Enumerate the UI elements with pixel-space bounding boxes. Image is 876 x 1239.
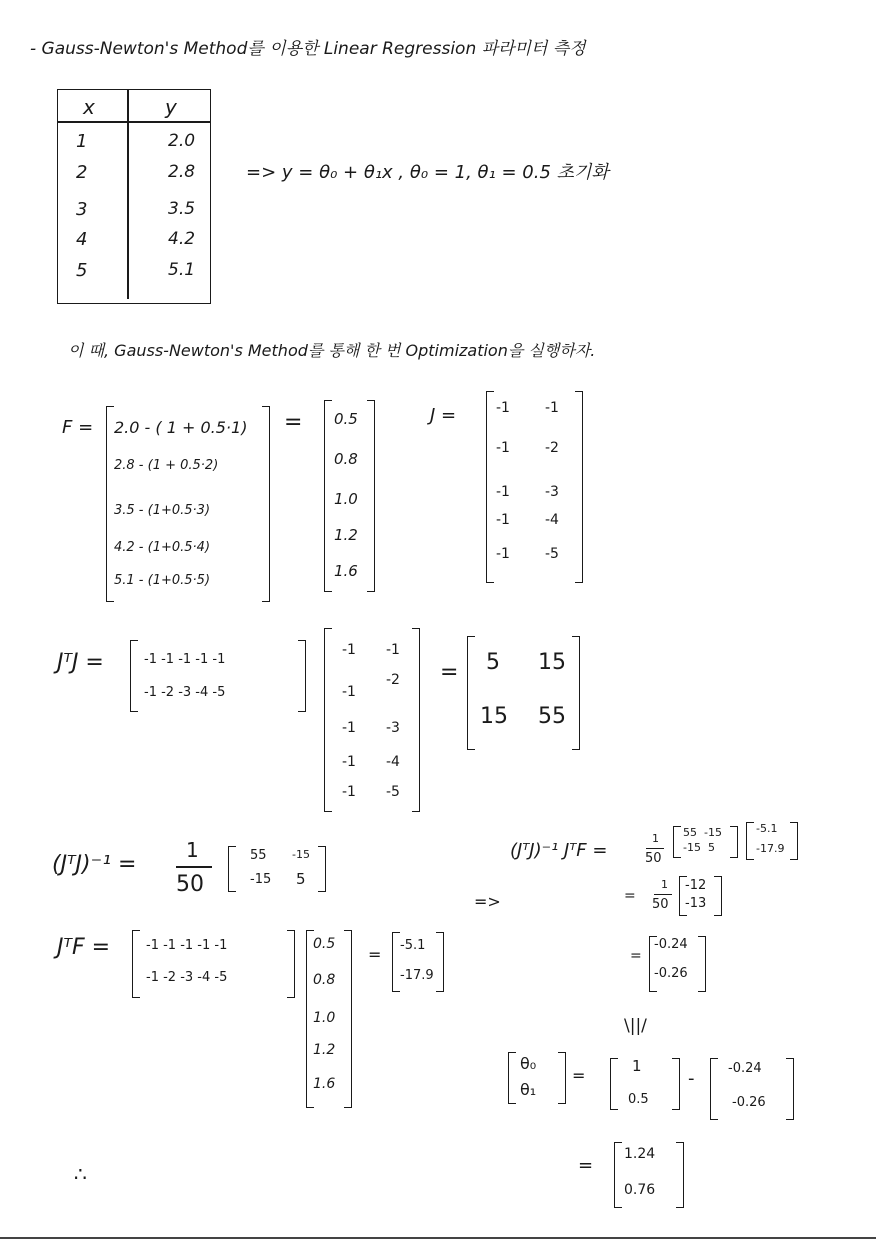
F-label: F = xyxy=(62,417,94,438)
F-left-bracket xyxy=(106,406,114,602)
JtJ-right-col2: -1 xyxy=(386,642,400,658)
JtJ-left-bracket1 xyxy=(130,640,138,712)
delta-left-bracket xyxy=(710,1058,718,1120)
JtJ-res-right-bracket xyxy=(572,636,580,750)
inverse-01: -15 xyxy=(292,848,310,861)
inverse-right-bracket xyxy=(318,846,326,892)
JtJ-res-left-bracket xyxy=(467,636,475,750)
Fres-right-bracket xyxy=(367,400,375,592)
step-mat-left xyxy=(673,826,681,858)
JtF-right-bracket xyxy=(287,930,295,998)
table-header-y: y xyxy=(165,95,177,119)
J-entry-col1: -1 xyxy=(496,400,510,416)
step-mat-01: -15 xyxy=(704,826,722,839)
step-mat-right xyxy=(730,826,738,858)
F-row: 3.5 - (1+0.5·3) xyxy=(114,503,211,518)
table-cell-x: 1 xyxy=(76,131,88,152)
JtF-vector-value: 0.5 xyxy=(313,936,336,952)
step-line2-1: -13 xyxy=(685,896,707,911)
step-mat-r1 xyxy=(683,841,715,854)
result-right-bracket xyxy=(676,1142,684,1208)
JtJ-right-col2: -2 xyxy=(386,672,400,688)
result-left-bracket xyxy=(614,1142,622,1208)
F-result-value: 1.0 xyxy=(334,490,358,508)
step-arrow: => xyxy=(474,892,501,911)
table-cell-x: 5 xyxy=(76,260,88,281)
J-right-bracket xyxy=(575,391,583,583)
init-0: 1 xyxy=(632,1057,642,1075)
step-line2-frac-num: 1 xyxy=(661,878,668,891)
JtF-label: JᵀF = xyxy=(57,935,111,960)
inverse-label: (JᵀJ)⁻¹ = xyxy=(52,852,137,877)
J-entry-col2: -2 xyxy=(545,440,559,456)
table-cell-y: 2.8 xyxy=(168,162,196,182)
step-line2-0: -12 xyxy=(685,878,707,893)
inverse-left-bracket xyxy=(228,846,236,892)
J-label: J = xyxy=(430,405,457,426)
JtJ-right-col1: -1 xyxy=(342,720,356,736)
JtF-result-0: -5.1 xyxy=(400,938,426,953)
JtJ-right-bracket1 xyxy=(298,640,306,712)
JtF-res-left-bracket xyxy=(392,932,400,992)
J-entry-col1: -1 xyxy=(496,440,510,456)
step-frac-den: 50 xyxy=(645,851,662,866)
inverse-00: 55 xyxy=(250,848,267,863)
F-equals: = xyxy=(284,410,303,435)
inverse-frac-den: 50 xyxy=(176,872,204,897)
JtJ-result-10: 15 xyxy=(480,704,508,729)
JtJ-result-01: 15 xyxy=(538,650,566,675)
J-entry-col1: -1 xyxy=(496,512,510,528)
update-minus: - xyxy=(688,1068,695,1089)
intro-sentence: 이 때, Gauss-Newton's Method를 통해 한 번 Optimization을 실행하자. xyxy=(68,341,596,360)
JtJ-equals: = xyxy=(440,660,459,685)
page-title: - Gauss-Newton's Method를 이용한 Linear Regression 파라미터 측정 xyxy=(30,39,586,59)
step-vec-right xyxy=(790,822,798,860)
F-row: 2.0 - ( 1 + 0.5·1) xyxy=(114,418,248,437)
theta-left-bracket xyxy=(508,1052,516,1104)
JtF-left-row-0: -1 -1 -1 -1 -1 xyxy=(146,938,228,953)
step-label: (JᵀJ)⁻¹ JᵀF = xyxy=(510,840,608,861)
JtJ-right-bracket2 xyxy=(412,628,420,812)
JtF-left-bracket xyxy=(132,930,140,998)
JtF-vector-value: 0.8 xyxy=(313,972,336,988)
JtJ-label: JᵀJ = xyxy=(57,650,104,675)
J-entry-col2: -1 xyxy=(545,400,559,416)
table-header-x: x xyxy=(83,95,95,119)
JtJ-right-col1: -1 xyxy=(342,684,356,700)
JtF-res-right-bracket xyxy=(436,932,444,992)
JtJ-result-00: 5 xyxy=(486,650,500,675)
step-line3-eq: = xyxy=(630,948,642,964)
update-eq2: = xyxy=(578,1155,594,1176)
F-right-bracket xyxy=(262,406,270,602)
delta-1: -0.26 xyxy=(732,1095,766,1110)
inverse-frac-num: 1 xyxy=(186,838,199,862)
table-cell-x: 3 xyxy=(76,199,88,220)
step-frac-num: 1 xyxy=(652,832,659,845)
theta-right-bracket xyxy=(558,1052,566,1104)
JtJ-left-bracket2 xyxy=(324,628,332,812)
F-result-value: 1.6 xyxy=(334,562,358,580)
delta-right-bracket xyxy=(786,1058,794,1120)
update-eq: = xyxy=(572,1066,586,1085)
JtF-vector-value: 1.0 xyxy=(313,1010,336,1026)
step-vec-1: -17.9 xyxy=(756,842,785,855)
JtJ-left-row-0: -1 -1 -1 -1 -1 xyxy=(144,652,226,667)
JtF-vec-right-bracket xyxy=(344,930,352,1108)
J-left-bracket xyxy=(486,391,494,583)
JtJ-result-11: 55 xyxy=(538,704,566,729)
step-mat-10: -15 xyxy=(683,841,701,854)
table-cell-y: 4.2 xyxy=(168,229,196,249)
delta-0: -0.24 xyxy=(728,1061,762,1076)
init-right-bracket xyxy=(672,1058,680,1110)
JtJ-right-col1: -1 xyxy=(342,642,356,658)
therefore-symbol: ∴ xyxy=(74,1162,87,1186)
init-left-bracket xyxy=(610,1058,618,1110)
theta-0: θ₀ xyxy=(520,1054,537,1073)
F-result-value: 0.5 xyxy=(334,410,358,428)
table-cell-x: 4 xyxy=(76,229,88,250)
table-cell-y: 3.5 xyxy=(168,199,196,219)
JtF-equals: = xyxy=(368,945,382,964)
table-cell-y: 2.0 xyxy=(168,131,196,151)
J-entry-col1: -1 xyxy=(496,546,510,562)
F-row: 5.1 - (1+0.5·5) xyxy=(114,573,211,588)
step-line2-right xyxy=(714,876,722,916)
JtJ-right-col1: -1 xyxy=(342,754,356,770)
JtJ-right-col2: -4 xyxy=(386,754,400,770)
JtF-result-1: -17.9 xyxy=(400,968,434,983)
JtF-vector-value: 1.2 xyxy=(313,1042,336,1058)
JtJ-left-row-1: -1 -2 -3 -4 -5 xyxy=(144,685,226,700)
F-row: 2.8 - (1 + 0.5·2) xyxy=(114,458,219,473)
step-vec-0: -5.1 xyxy=(756,822,778,835)
JtF-vector-value: 1.6 xyxy=(313,1076,336,1092)
JtJ-right-col1: -1 xyxy=(342,784,356,800)
step-mat-11: 5 xyxy=(707,841,715,854)
table-cell-x: 2 xyxy=(76,162,88,183)
F-result-value: 0.8 xyxy=(334,450,358,468)
step-mat-r0 xyxy=(683,826,722,839)
step-line2-eq: = xyxy=(624,888,636,904)
J-entry-col2: -5 xyxy=(545,546,559,562)
step-line2-frac-den: 50 xyxy=(652,897,669,912)
step-line3-right xyxy=(698,936,706,992)
JtF-left-row-1: -1 -2 -3 -4 -5 xyxy=(146,970,228,985)
inverse-10: -15 xyxy=(250,872,272,887)
step-mat-00: 55 xyxy=(683,826,697,839)
JtJ-right-col2: -5 xyxy=(386,784,400,800)
F-result-value: 1.2 xyxy=(334,526,358,544)
J-entry-col1: -1 xyxy=(496,484,510,500)
step-vec-left xyxy=(746,822,754,860)
Fres-left-bracket xyxy=(324,400,332,592)
init-1: 0.5 xyxy=(628,1092,649,1107)
table-cell-y: 5.1 xyxy=(168,260,196,280)
result-1: 0.76 xyxy=(624,1182,656,1198)
theta-1: θ₁ xyxy=(520,1080,537,1099)
F-row: 4.2 - (1+0.5·4) xyxy=(114,540,211,555)
JtJ-right-col2: -3 xyxy=(386,720,400,736)
update-mark: \||/ xyxy=(624,1016,647,1036)
step-line3-0: -0.24 xyxy=(654,937,688,952)
inverse-11: 5 xyxy=(296,870,306,888)
step-line3-1: -0.26 xyxy=(654,966,688,981)
J-entry-col2: -4 xyxy=(545,512,559,528)
J-entry-col2: -3 xyxy=(545,484,559,500)
model-definition: => y = θ₀ + θ₁x , θ₀ = 1, θ₁ = 0.5 초기화 xyxy=(246,162,609,183)
result-0: 1.24 xyxy=(624,1146,656,1162)
